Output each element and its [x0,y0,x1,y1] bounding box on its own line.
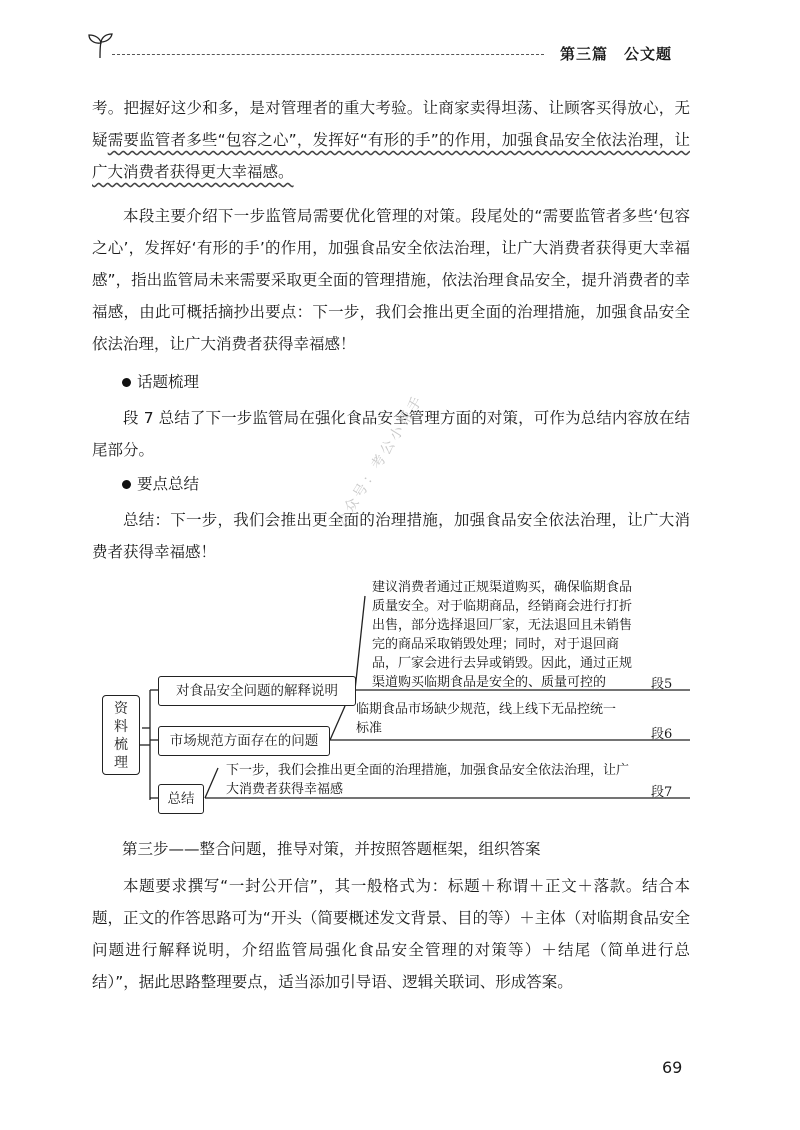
paragraph-1-wavy-highlight: 需要监管者多些“包容之心”，发挥好“有形的手”的作用，加强食品安全依法治理，让广大消费者获得更大幸福感。 [92,131,690,181]
bullet-summary-label: 要点总结 [137,475,200,493]
paragraph-2: 本段主要介绍下一步监管局需要优化管理的对策。段尾处的“需要监管者多些‘包容之心’，发挥好‘有形的手’的作用，加强食品安全依法治理，让广大消费者获得更大幸福感”，指出监管局未来需要采取更全面的管理措施，依法治理食品安全，提升消费者的幸福感，由此可概括摘抄出要点：下一步，我们会推出更全面的治理措施，加强食品安全依法治理，让广大消费者获得幸福感！ [92,207,690,353]
diagram-root-label: 资料梳理 [114,701,128,771]
page-header-title: 第三篇 公文题 [560,45,673,63]
paragraph-3: 段 7 总结了下一步监管局在强化食品安全管理方面的对策，可作为总结内容放在结尾部分。 [92,409,690,459]
diagram-branch-1 [158,676,356,706]
watermark: 公众号：考公小帮手 [332,391,428,531]
diagram-branch-2-label: 市场规范方面存在的问题 [169,733,319,749]
diagram-note-1: 建议消费者通过正规渠道购买，确保临期食品质量安全。对于临期商品，经销商会进行打折出售，部分选择退回厂家，无法退回且未销售完的商品采取销毁处理；同时，对于退回商品，厂家会进行去异或销毁。因此，通过正规渠道购买临期食品是安全的、质量可控的 [372,580,633,690]
diagram-branch-3 [158,784,204,814]
step-3-heading: 第三步——整合问题，推导对策，并按照答题框架，组织答案 [122,840,541,858]
diagram-branch-3-label: 总结 [167,791,195,807]
paragraph-5: 本题要求撰写“一封公开信”，其一般格式为：标题＋称谓＋正文＋落款。结合本题，正文的作答思路可为“开头（简要概述发文背景、目的等）＋主体（对临期食品安全问题进行解释说明，介绍监管局强化食品安全管理的对策等）＋结尾（简单进行总结）”，据此思路整理要点，适当添加引导语、逻辑关联词、形成答案。 [92,877,690,991]
bullet-topic-label: 话题梳理 [137,373,200,391]
diagram-note-2: 临期食品市场缺少规范，线上线下无品控统一标准 [356,702,617,736]
diagram-root [102,695,140,775]
diagram-branch-1-label: 对食品安全问题的解释说明 [176,683,338,699]
diagram-tag-2: 段6 [651,727,673,742]
diagram-tag-1: 段5 [651,677,673,692]
paragraph-4: 总结：下一步，我们会推出更全面的治理措施，加强食品安全依法治理，让广大消费者获得幸福感！ [92,511,690,561]
diagram-tag-3: 段7 [651,785,673,800]
page-number: 69 [662,1058,683,1077]
paragraph-1-lead: 考。把握好这少和多，是对管理者的重大考验。让商家卖得坦荡、让顾客买得放心，无疑 [92,99,690,149]
diagram-branch-2 [158,726,330,756]
diagram-note-3: 下一步，我们会推出更全面的治理措施，加强食品安全依法治理，让广大消费者获得幸福感 [226,763,630,797]
